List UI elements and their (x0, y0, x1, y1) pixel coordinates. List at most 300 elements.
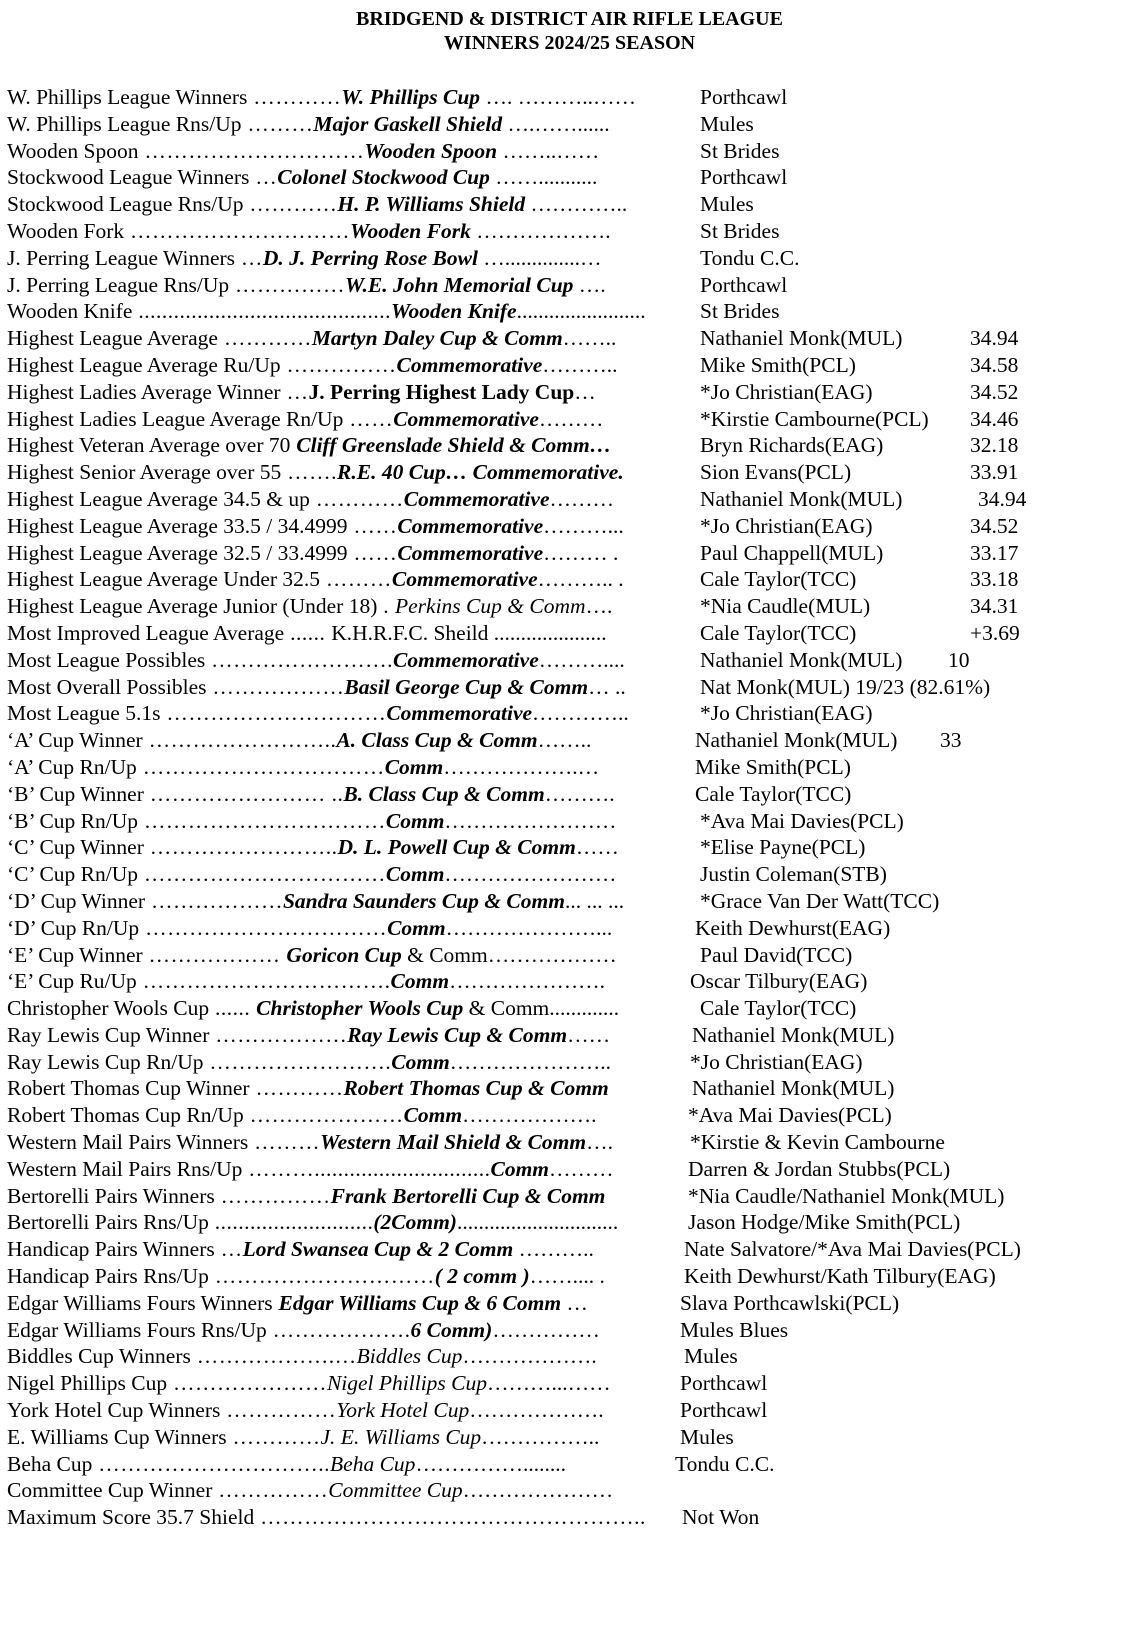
winner-name: Nathaniel Monk(MUL) (700, 647, 903, 672)
award-name: Wooden Spoon (7, 138, 139, 163)
winner-name: Cale Taylor(TCC) (700, 996, 857, 1021)
award-entry (7, 968, 605, 995)
leader-dots: … (249, 165, 278, 190)
document-header (0, 7, 1139, 55)
award-name: Beha Cup (7, 1451, 93, 1476)
leader-dots: ……………… (142, 942, 287, 967)
award-name: Nigel Phillips Cup (7, 1371, 168, 1396)
winner-row (7, 1129, 1132, 1156)
award-entry (7, 245, 602, 272)
winner-name: Mules (700, 111, 754, 136)
award-entry (7, 1343, 597, 1370)
trophy-name: Beha Cup (330, 1451, 416, 1476)
winner-name: Paul David(TCC) (700, 942, 853, 967)
winner-row (7, 781, 1132, 808)
winner-name: Mike Smith(PCL) (695, 754, 851, 779)
leader-dots: …… (343, 406, 394, 431)
trailing-dots: ………………… (462, 1478, 614, 1503)
award-name: Christopher Wools Cup (7, 996, 210, 1021)
award-name: Ray Lewis Cup Winner (7, 1022, 210, 1047)
trophy-name: Wooden Fork (349, 218, 471, 243)
award-entry (7, 1424, 599, 1451)
winner-score: 34.31 (970, 594, 1019, 619)
leader-dots: ……………… (209, 1022, 348, 1047)
winner-name: *Jo Christian(EAG) (700, 701, 873, 726)
trophy-name: Edgar Williams Cup & 6 Comm (278, 1290, 562, 1315)
trophy-name: Cliff Greenslade Shield & Comm… (296, 433, 612, 458)
trophy-name: Comm (385, 808, 445, 833)
winner-name: Justin Coleman(STB) (700, 862, 887, 887)
award-entry (7, 191, 627, 218)
trailing-dots: ……… . (543, 540, 619, 565)
award-name: Western Mail Pairs Winners (7, 1130, 249, 1155)
trailing-dots: …. (573, 272, 606, 297)
winner-row (7, 727, 1132, 754)
winner-row (7, 834, 1132, 861)
trophy-name: Commemorative (403, 486, 550, 511)
trailing-dots: ……….. (542, 352, 618, 377)
winner-row (7, 379, 1132, 406)
award-name: E. Williams Cup Winners (7, 1424, 227, 1449)
leader-dots: …………………….. (142, 728, 337, 753)
award-entry (7, 647, 625, 674)
award-entry (7, 1263, 605, 1290)
award-entry (7, 1183, 605, 1210)
award-name: ‘D’ Cup Winner (7, 888, 146, 913)
award-entry (7, 754, 599, 781)
winner-name: Nathaniel Monk(MUL) (692, 1022, 895, 1047)
award-entry (7, 834, 619, 861)
trailing-dots: .............................. (456, 1210, 619, 1235)
award-name: Highest Ladies Average Winner (7, 379, 281, 404)
trophy-name: Sandra Saunders Cup & Comm (282, 888, 565, 913)
trailing-dots: …… (575, 835, 619, 860)
winner-row (7, 754, 1132, 781)
award-entry (7, 593, 612, 620)
winner-name: *Jo Christian(EAG) (700, 379, 873, 404)
award-entry (7, 379, 596, 406)
leader-dots: ……… (248, 1130, 321, 1155)
award-entry (7, 432, 611, 459)
award-name: Wooden Knife (7, 299, 133, 324)
award-entry (7, 272, 606, 299)
leader-dots: …… (347, 513, 398, 538)
trailing-dots: ………... (543, 513, 624, 538)
leader-dots: ……………… (206, 674, 345, 699)
leader-dots: ...... (284, 620, 332, 645)
winner-name: *Ava Mai Davies(PCL) (700, 808, 904, 833)
leader-dots: … (214, 1237, 243, 1262)
award-entry (7, 1317, 600, 1344)
trailing-dots: … .. (588, 674, 626, 699)
trailing-dots: ……….... (538, 647, 625, 672)
trophy-name: Comm (384, 754, 444, 779)
winner-name: Tondu C.C. (675, 1451, 775, 1476)
trophy-name: Basil George Cup & Comm (344, 674, 589, 699)
award-name: ‘A’ Cup Rn/Up (7, 754, 137, 779)
award-entry (7, 808, 616, 835)
trailing-dots: ………….. (532, 701, 629, 726)
winner-name: Porthcawl (680, 1371, 768, 1396)
award-name: Highest Veteran Average over 70 (7, 433, 291, 458)
leader-dots: . (377, 594, 395, 619)
winner-row (7, 432, 1132, 459)
award-entry (7, 1290, 588, 1317)
winner-row (7, 1102, 1132, 1129)
leader-dots: …………… (220, 1398, 337, 1423)
winner-score: 32.18 (970, 433, 1019, 458)
winner-row (7, 1022, 1132, 1049)
trailing-dots: ………………. (470, 218, 611, 243)
winner-name: Nathaniel Monk(MUL) (700, 326, 903, 351)
award-entry (7, 540, 618, 567)
trophy-name: Comm (391, 1049, 450, 1074)
trailing-dots: … (561, 1290, 588, 1315)
award-name: Stockwood League Winners (7, 165, 250, 190)
winner-row (7, 808, 1132, 835)
winner-row (7, 138, 1132, 165)
winner-score: 34.94 (978, 486, 1027, 511)
award-name: Highest League Average Junior (Under 18) (7, 594, 378, 619)
trailing-dots: ………...…… (487, 1371, 611, 1396)
trophy-name: Biddles Cup (356, 1344, 463, 1369)
trophy-name: H. P. Williams Shield (337, 192, 526, 217)
trophy-name: Commemorative (397, 540, 544, 565)
trophy-name: Commemorative (396, 352, 543, 377)
trailing-dots: …….. (537, 728, 592, 753)
winner-row (7, 647, 1132, 674)
winner-row (7, 620, 1132, 647)
award-name: W. Phillips League Winners (7, 85, 248, 109)
award-name: Wooden Fork (7, 218, 125, 243)
leader-dots: …………… (280, 352, 397, 377)
award-name: York Hotel Cup Winners (7, 1398, 221, 1423)
award-name: Most League 5.1s (7, 701, 161, 726)
leader-dots: …………………………… (138, 808, 386, 833)
award-entry (7, 942, 617, 969)
winner-name: *Kirstie Cambourne(PCL) (700, 406, 929, 431)
trailing-dots: ………………. (462, 1103, 597, 1128)
trophy-name: Martyn Daley Cup & Comm (311, 326, 563, 351)
winner-name: Jason Hodge/Mike Smith(PCL) (688, 1210, 961, 1235)
trophy-name: Comm (385, 862, 445, 887)
trailing-dots: ………. (544, 781, 615, 806)
award-name: ‘C’ Cup Winner (7, 835, 144, 860)
winner-name: Cale Taylor(TCC) (700, 620, 857, 645)
trophy-name: Commemorative (391, 567, 538, 592)
winner-name: *Nia Caudle/Nathaniel Monk(MUL) (688, 1183, 1005, 1208)
award-name: Highest League Average 32.5 / 33.4999 (7, 540, 348, 565)
winner-row (7, 566, 1132, 593)
trophy-name: (2Comm) (373, 1210, 457, 1235)
trophy-name: A. Class Cup & Comm (336, 728, 538, 753)
trophy-name: Robert Thomas Cup & Comm (343, 1076, 609, 1101)
award-entry (7, 861, 616, 888)
trailing-dots: ……….. (513, 1237, 594, 1262)
trailing-dots: & Comm……………… (401, 942, 617, 967)
award-name: Western Mail Pairs Rns/Up (7, 1156, 243, 1181)
winner-name: Keith Dewhurst/Kath Tilbury(EAG) (684, 1264, 996, 1289)
winner-name: St Brides (700, 299, 780, 324)
trophy-name: D. J. Perring Rose Bowl (262, 245, 478, 270)
winner-row (7, 1290, 1132, 1317)
winner-score: 34.58 (970, 352, 1019, 377)
award-name: Bertorelli Pairs Winners (7, 1183, 215, 1208)
trophy-name: B. Class Cup & Comm (343, 781, 545, 806)
winner-name: St Brides (700, 138, 780, 163)
trailing-dots: …………………… (444, 862, 617, 887)
award-entry (7, 1102, 597, 1129)
award-entry (7, 915, 612, 942)
winner-name: *Ava Mai Davies(PCL) (688, 1103, 892, 1128)
award-name: Robert Thomas Cup Rn/Up (7, 1103, 244, 1128)
trophy-name: Christopher Wools Cup (256, 996, 464, 1021)
winner-row (7, 1049, 1132, 1076)
trailing-dots: ..................... (488, 620, 607, 645)
award-name: Maximum Score 35.7 Shield (7, 1505, 255, 1530)
award-name: ‘C’ Cup Rn/Up (7, 862, 138, 887)
trailing-dots: …………………… (444, 808, 617, 833)
trailing-dots: ……………........ (415, 1451, 566, 1476)
trophy-name: Wooden Knife (390, 299, 517, 324)
award-entry (7, 1397, 604, 1424)
winner-name: *Jo Christian(EAG) (690, 1049, 863, 1074)
award-name: Robert Thomas Cup Winner (7, 1076, 250, 1101)
winner-name: Cale Taylor(TCC) (700, 567, 857, 592)
winner-name: Porthcawl (680, 1398, 768, 1423)
leader-dots: …………………….. (143, 835, 338, 860)
trailing-dots: ……… (549, 486, 614, 511)
winner-name: Mules (700, 192, 754, 217)
award-name: Most Improved League Average (7, 620, 285, 645)
award-entry (7, 138, 599, 165)
trophy-name: Colonel Stockwood Cup (277, 165, 490, 190)
award-name: ‘A’ Cup Winner (7, 728, 143, 753)
award-name: Highest League Average 33.5 / 34.4999 (7, 513, 348, 538)
leader-dots: …………………………… (139, 915, 388, 940)
award-entry (7, 781, 615, 808)
award-entry (7, 566, 624, 593)
trailing-dots: …………… (492, 1317, 600, 1342)
winner-row (7, 915, 1132, 942)
award-entry (7, 1504, 646, 1531)
trailing-dots: …………………... (445, 915, 613, 940)
winner-row (7, 1236, 1132, 1263)
winner-row (7, 84, 1132, 111)
document-title: BRIDGEND & DISTRICT AIR RIFLE LEAGUE (356, 8, 783, 30)
trophy-name: Major Gaskell Shield (313, 111, 503, 136)
leader-dots: ………… (249, 1076, 344, 1101)
award-entry (7, 995, 619, 1022)
trailing-dots: …. (586, 1130, 613, 1155)
award-entry (7, 674, 626, 701)
trophy-name: Comm (387, 915, 446, 940)
winner-row (7, 513, 1132, 540)
winner-score: 33.17 (970, 540, 1019, 565)
winner-row (7, 218, 1132, 245)
winner-name: Oscar Tilbury(EAG) (690, 969, 868, 994)
winner-row (7, 1451, 1132, 1478)
award-name: Bertorelli Pairs Rns/Up (7, 1210, 209, 1235)
trophy-name: W. Phillips Cup (341, 85, 481, 109)
winner-row (7, 1477, 1132, 1504)
award-name: Highest Senior Average over 55 (7, 460, 282, 485)
winner-name: Keith Dewhurst(EAG) (695, 915, 891, 940)
trophy-name: Frank Bertorelli Cup & Comm (330, 1183, 606, 1208)
leader-dots: ………………… (243, 1103, 404, 1128)
trophy-name: Ray Lewis Cup & Comm (347, 1022, 568, 1047)
winner-row (7, 111, 1132, 138)
winner-row (7, 1183, 1132, 1210)
leader-dots: ………… (243, 192, 338, 217)
trophy-name: Nigel Phillips Cup (326, 1371, 488, 1396)
winner-row (7, 1209, 1132, 1236)
winner-name: Nathaniel Monk(MUL) (692, 1076, 895, 1101)
trophy-name: Commemorative (393, 406, 539, 431)
trailing-dots: ........................ (516, 299, 646, 324)
winner-row (7, 968, 1132, 995)
winner-row (7, 272, 1132, 299)
leader-dots: …………… (214, 1183, 331, 1208)
trophy-name: York Hotel Cup (336, 1398, 470, 1423)
trophy-name: K.H.R.F.C. Sheild (331, 620, 489, 645)
winner-name: Mules (684, 1344, 738, 1369)
winner-name: *Nia Caudle(MUL) (700, 594, 871, 619)
award-entry (7, 486, 614, 513)
winners-list (7, 84, 1132, 1531)
award-entry (7, 459, 624, 486)
award-entry (7, 1477, 613, 1504)
winner-name: Cale Taylor(TCC) (695, 781, 852, 806)
leader-dots: ………………. (266, 1317, 411, 1342)
trophy-name: Western Mail Shield & Comm (320, 1130, 587, 1155)
winner-score: 33 (940, 728, 962, 753)
document-subtitle: WINNERS 2024/25 SEASON (443, 32, 696, 54)
leader-dots: ……………………. (205, 647, 394, 672)
trailing-dots: … (574, 379, 596, 404)
winner-name: Nat Monk(MUL) 19/23 (82.61%) (700, 674, 991, 699)
trailing-dots: …. (585, 594, 613, 619)
winner-row (7, 1370, 1132, 1397)
trophy-name: Commemorative (397, 513, 544, 538)
award-name: ‘E’ Cup Winner (7, 942, 143, 967)
winner-row (7, 888, 1132, 915)
trophy-name: J. E. Williams Cup (320, 1424, 482, 1449)
trailing-dots: ……..…… (497, 138, 600, 163)
winner-score: 34.94 (970, 326, 1019, 351)
leader-dots: ………… (217, 326, 312, 351)
winner-name: Not Won (682, 1505, 760, 1530)
trailing-dots: ……….. . (537, 567, 624, 592)
winner-score: 33.18 (970, 567, 1019, 592)
trophy-name: 6 Comm) (410, 1317, 493, 1342)
leader-dots: ……… (241, 111, 314, 136)
winner-name: Darren & Jordan Stubbs(PCL) (688, 1156, 951, 1181)
award-name: Edgar Williams Fours Rns/Up (7, 1317, 267, 1342)
leader-dots: ………………………… (124, 218, 350, 243)
leader-dots: …………………… .. (143, 781, 344, 806)
winner-name: Mike Smith(PCL) (700, 352, 856, 377)
award-name: Highest League Average Ru/Up (7, 352, 281, 377)
trailing-dots: …. ………..…… (480, 85, 636, 109)
trailing-dots: ……… (538, 406, 604, 431)
winner-name: Sion Evans(PCL) (700, 460, 852, 485)
trailing-dots: ….……...... (502, 111, 610, 136)
award-name: ‘B’ Cup Rn/Up (7, 808, 138, 833)
leader-dots: ………………………… (160, 701, 387, 726)
winner-row (7, 1343, 1132, 1370)
trailing-dots: ... ... ... (564, 888, 625, 913)
leader-dots: …………… (229, 272, 346, 297)
winner-score: 34.52 (970, 513, 1019, 538)
leader-dots: … (235, 245, 263, 270)
winner-name: Mules (680, 1424, 734, 1449)
winner-row (7, 1263, 1132, 1290)
award-entry (7, 1370, 611, 1397)
leader-dots: ……………………. (203, 1049, 392, 1074)
leader-dots: ...... (209, 996, 257, 1021)
winner-name: Slava Porthcawlski(PCL) (680, 1290, 900, 1315)
winner-name: *Elise Payne(PCL) (700, 835, 866, 860)
leader-dots: …… (347, 540, 398, 565)
leader-dots: ……….............................. (242, 1156, 491, 1181)
leader-dots: ………………… (167, 1371, 327, 1396)
winner-row (7, 593, 1132, 620)
award-entry (7, 164, 597, 191)
winner-row (7, 164, 1132, 191)
winner-name: *Grace Van Der Watt(TCC) (700, 888, 940, 913)
winner-score: +3.69 (970, 620, 1020, 645)
trailing-dots: …….. (562, 326, 617, 351)
leader-dots: ………………………… (208, 1264, 435, 1289)
award-entry (7, 1209, 618, 1236)
winner-row (7, 674, 1132, 701)
winner-name: Porthcawl (700, 272, 788, 297)
award-entry (7, 513, 624, 540)
trophy-name: Commemorative (393, 647, 539, 672)
winner-score: 34.52 (970, 379, 1019, 404)
award-name: Ray Lewis Cup Rn/Up (7, 1049, 204, 1074)
award-name: Most Overall Possibles (7, 674, 207, 699)
trophy-name: Commemorative (386, 701, 533, 726)
leader-dots: ………… (247, 85, 342, 109)
leader-dots: …………………………… (138, 862, 386, 887)
award-entry (7, 1022, 610, 1049)
trailing-dots: ………….. (525, 192, 628, 217)
award-name: Committee Cup Winner (7, 1478, 213, 1503)
trailing-dots: ……………….… (443, 754, 600, 779)
award-entry (7, 620, 607, 647)
award-name: ‘B’ Cup Winner (7, 781, 144, 806)
award-name: ‘D’ Cup Rn/Up (7, 915, 140, 940)
award-name: Highest League Average (7, 326, 218, 351)
winner-row (7, 1156, 1132, 1183)
leader-dots: …………………………………………….. (254, 1505, 646, 1530)
trailing-dots: …………………. (449, 969, 605, 994)
trailing-dots: & Comm............. (463, 996, 620, 1021)
trailing-dots: ………………….. (449, 1049, 612, 1074)
award-name: J. Perring League Rns/Up (7, 272, 230, 297)
winner-name: *Kirstie & Kevin Cambourne (690, 1130, 945, 1155)
winner-score: 33.91 (970, 460, 1019, 485)
award-name: Biddles Cup Winners (7, 1344, 191, 1369)
trophy-name: Comm (403, 1103, 463, 1128)
winner-name: Nathaniel Monk(MUL) (700, 486, 903, 511)
winner-row (7, 1317, 1132, 1344)
winner-name: St Brides (700, 218, 780, 243)
award-name: W. Phillips League Rns/Up (7, 111, 242, 136)
winner-name: Nathaniel Monk(MUL) (695, 728, 898, 753)
